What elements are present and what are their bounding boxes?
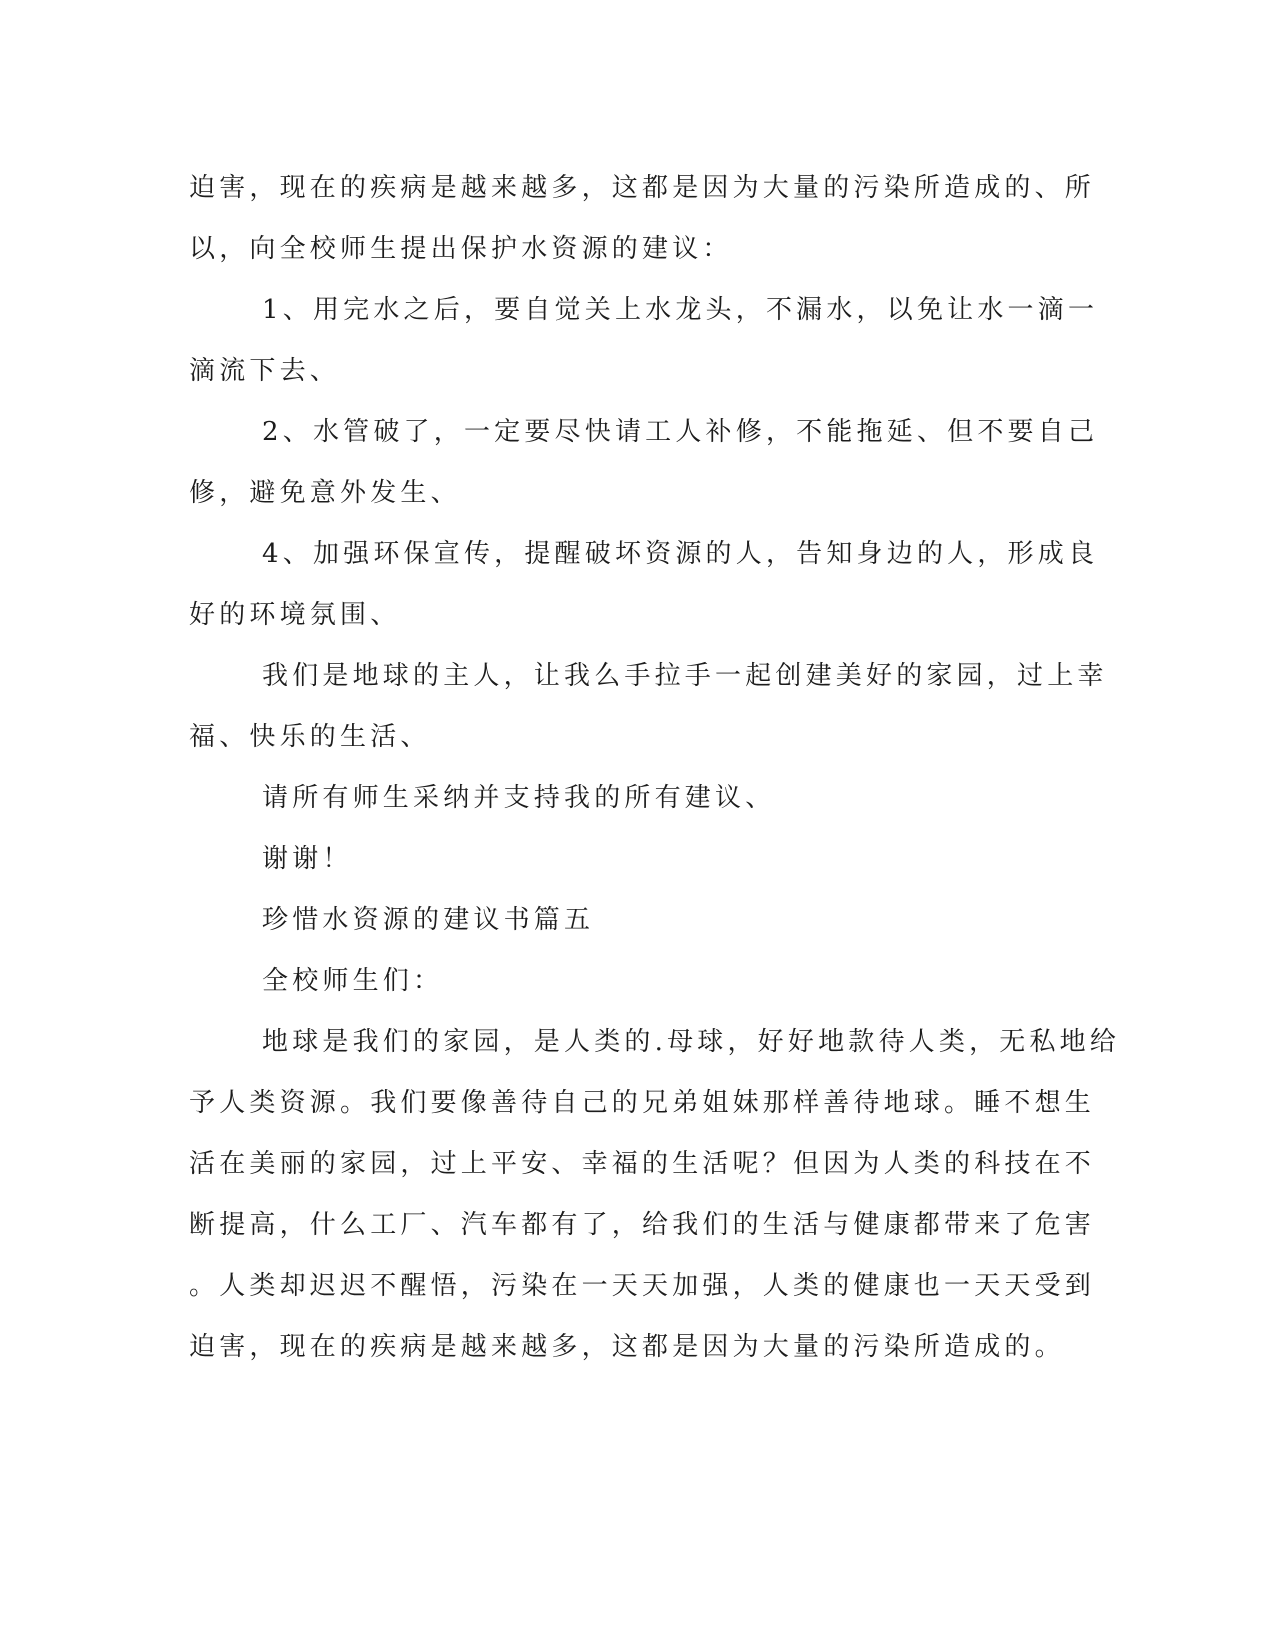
text-line: 滴流下去、 [189,356,341,386]
text-line: 地球是我们的家园，是人类的.母球，好好地款待人类，无私地给 [262,1027,1121,1057]
text-line: 断提高，什么工厂、汽车都有了，给我们的生活与健康都带来了危害 [189,1210,1096,1240]
text-line: 1、用完水之后，要自觉关上水龙头，不漏水，以免让水一滴一 [262,295,1099,325]
text-line: 福、快乐的生活、 [189,722,431,752]
salutation: 全校师生们： [262,966,444,996]
text-line: 予人类资源。我们要像善待自己的兄弟姐妹那样善待地球。睡不想生 [189,1088,1096,1118]
text-line: 请所有师生采纳并支持我的所有建议、 [262,783,776,813]
text-line: 2、水管破了，一定要尽快请工人补修，不能拖延、但不要自己 [262,417,1099,447]
text-line: 好的环境氛围、 [189,600,401,630]
text-line: 活在美丽的家园，过上平安、幸福的生活呢？但因为人类的科技在不 [189,1149,1096,1179]
text-line: 修，避免意外发生、 [189,478,461,508]
text-line: 迫害，现在的疾病是越来越多，这都是因为大量的污染所造成的、所 [189,173,1096,203]
section-heading: 珍惜水资源的建议书篇五 [262,905,595,935]
text-line: 。人类却迟迟不醒悟，污染在一天天加强，人类的健康也一天天受到 [189,1271,1096,1301]
text-line: 我们是地球的主人，让我么手拉手一起创建美好的家园，过上幸 [262,661,1108,691]
text-line: 以，向全校师生提出保护水资源的建议： [189,234,733,264]
text-line: 谢谢！ [262,844,353,874]
text-line: 4、加强环保宣传，提醒破坏资源的人，告知身边的人，形成良 [262,539,1099,569]
text-line: 迫害，现在的疾病是越来越多，这都是因为大量的污染所造成的。 [189,1332,1065,1362]
